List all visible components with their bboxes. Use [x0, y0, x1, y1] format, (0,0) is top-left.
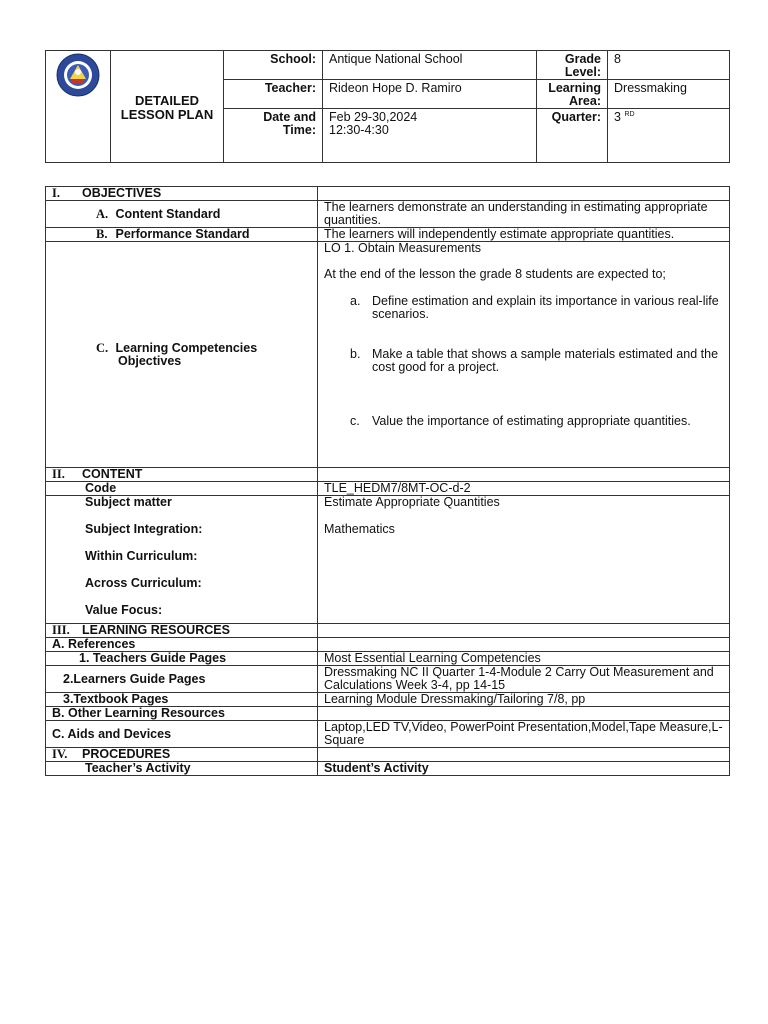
- learning-competencies-value: [318, 242, 730, 468]
- grade-level-label: [537, 51, 608, 80]
- objective-text: Define estimation and explain its importance in various real-life scenarios.: [372, 294, 719, 321]
- date-value: Feb 29-30,2024: [329, 110, 418, 124]
- lesson-plan-header: [45, 50, 730, 163]
- title-line-1: DETAILED: [134, 92, 200, 108]
- code-value: TLE_HEDM7/8MT-OC-d-2: [318, 482, 730, 496]
- value-focus-label: Value Focus:: [85, 603, 163, 617]
- content-standard-label: [46, 201, 318, 228]
- across-curriculum-label: Across Curriculum:: [85, 576, 202, 590]
- objectives-heading: [46, 187, 318, 201]
- grade-level-value: 8: [608, 51, 730, 80]
- aids-devices-label: C. Aids and Devices: [46, 721, 318, 748]
- objective-item-a: [324, 295, 723, 321]
- content-roman: II.: [52, 467, 65, 481]
- teacher-activity-header: Teacher’s Activity: [46, 762, 318, 776]
- quarter-number: 3: [614, 110, 621, 124]
- date-time-label: [224, 109, 323, 163]
- area-label-line-2: Area:: [569, 94, 601, 108]
- content-standard-label-text: Content Standard: [115, 206, 221, 221]
- code-label: Code: [46, 482, 318, 496]
- school-value: Antique National School: [323, 51, 537, 80]
- time-value: 12:30-4:30: [329, 123, 389, 137]
- objectives-heading-text: OBJECTIVES: [82, 186, 162, 200]
- lc-letter: C.: [96, 340, 109, 355]
- other-resources-blank: [318, 707, 730, 721]
- title-line-2: LESSON PLAN: [120, 106, 214, 122]
- date-label-line-1: Date and: [263, 110, 316, 124]
- learning-area-value: Dressmaking: [608, 80, 730, 109]
- content-heading-text: CONTENT: [82, 467, 143, 481]
- teacher-label: Teacher:: [224, 80, 323, 109]
- procedures-heading: [46, 748, 318, 762]
- quarter-label: Quarter:: [537, 109, 608, 163]
- performance-standard-letter: B.: [96, 227, 108, 241]
- performance-standard-label: [46, 228, 318, 242]
- area-label-line-1: Learning: [548, 81, 601, 95]
- learners-guide-value: Dressmaking NC II Quarter 1-4-Module 2 Carry Out Measurement and Calculations Week 3-4, pp 14-15: [318, 666, 730, 693]
- content-heading: [46, 468, 318, 482]
- objective-letter: a.: [350, 294, 361, 308]
- textbook-value: Learning Module Dressmaking/Tailoring 7/8, pp: [318, 693, 730, 707]
- content-details-values: [318, 496, 730, 624]
- objectives-intro: At the end of the lesson the grade 8 students are expected to;: [324, 267, 666, 281]
- date-label-line-2: Time:: [282, 123, 316, 137]
- textbook-label: 3.Textbook Pages: [46, 693, 318, 707]
- quarter-value: [608, 109, 730, 163]
- other-resources-label: B. Other Learning Resources: [46, 707, 318, 721]
- learning-competencies-label: [46, 242, 318, 468]
- learners-guide-label: 2.Learners Guide Pages: [46, 666, 318, 693]
- content-standard-value: The learners demonstrate an understanding in estimating appropriate quantities.: [318, 201, 730, 228]
- objective-text: Make a table that shows a sample materials estimated and the cost good for a project.: [372, 347, 719, 374]
- objective-list: [324, 295, 723, 428]
- lo-title: LO 1. Obtain Measurements: [324, 241, 482, 255]
- objective-item-c: [324, 415, 723, 428]
- objective-letter: c.: [350, 414, 360, 428]
- procedures-heading-blank: [318, 748, 730, 762]
- student-activity-header: Student’s Activity: [318, 762, 730, 776]
- references-blank: [318, 638, 730, 652]
- grade-label-line-1: Grade: [564, 52, 601, 66]
- subject-integration-label: Subject Integration:: [85, 522, 203, 536]
- deped-seal: [46, 51, 111, 163]
- references-label: A. References: [46, 638, 318, 652]
- date-time-value: [323, 109, 537, 163]
- performance-standard-label-text: Performance Standard: [115, 227, 250, 241]
- objective-item-b: [324, 348, 723, 374]
- teacher-value: Rideon Hope D. Ramiro: [323, 80, 537, 109]
- content-details-labels: [46, 496, 318, 624]
- teachers-guide-label: 1. Teachers Guide Pages: [46, 652, 318, 666]
- objectives-heading-blank: [318, 187, 730, 201]
- grade-label-line-2: Level:: [564, 65, 601, 79]
- resources-roman: III.: [52, 623, 70, 637]
- content-heading-blank: [318, 468, 730, 482]
- resources-heading: [46, 624, 318, 638]
- subject-matter-label: Subject matter: [85, 495, 172, 509]
- procedures-heading-text: PROCEDURES: [82, 747, 171, 761]
- aids-devices-value: Laptop,LED TV,Video, PowerPoint Presentation,Model,Tape Measure,L-Square: [318, 721, 730, 748]
- objectives-roman: I.: [52, 186, 60, 200]
- lc-label-line-1: Learning Competencies: [115, 340, 258, 355]
- objective-text: Value the importance of estimating appropriate quantities.: [372, 414, 691, 428]
- procedures-roman: IV.: [52, 747, 68, 761]
- subject-matter-value: Estimate Appropriate Quantities: [324, 495, 500, 509]
- learning-area-label: [537, 80, 608, 109]
- resources-heading-blank: [318, 624, 730, 638]
- objective-letter: b.: [350, 347, 361, 361]
- performance-standard-value: The learners will independently estimate appropriate quantities.: [318, 228, 730, 242]
- lesson-plan-title: [111, 51, 224, 163]
- lc-label-line-2: Objectives: [118, 353, 182, 368]
- school-label: School:: [224, 51, 323, 80]
- teachers-guide-value: Most Essential Learning Competencies: [318, 652, 730, 666]
- content-standard-letter: A.: [96, 206, 109, 221]
- quarter-suffix: RD: [624, 110, 635, 118]
- within-curriculum-label: Within Curriculum:: [85, 549, 198, 563]
- deped-seal-icon: [56, 53, 100, 97]
- lesson-plan-body: [45, 186, 730, 776]
- subject-integration-value: Mathematics: [324, 522, 395, 536]
- resources-heading-text: LEARNING RESOURCES: [82, 623, 230, 637]
